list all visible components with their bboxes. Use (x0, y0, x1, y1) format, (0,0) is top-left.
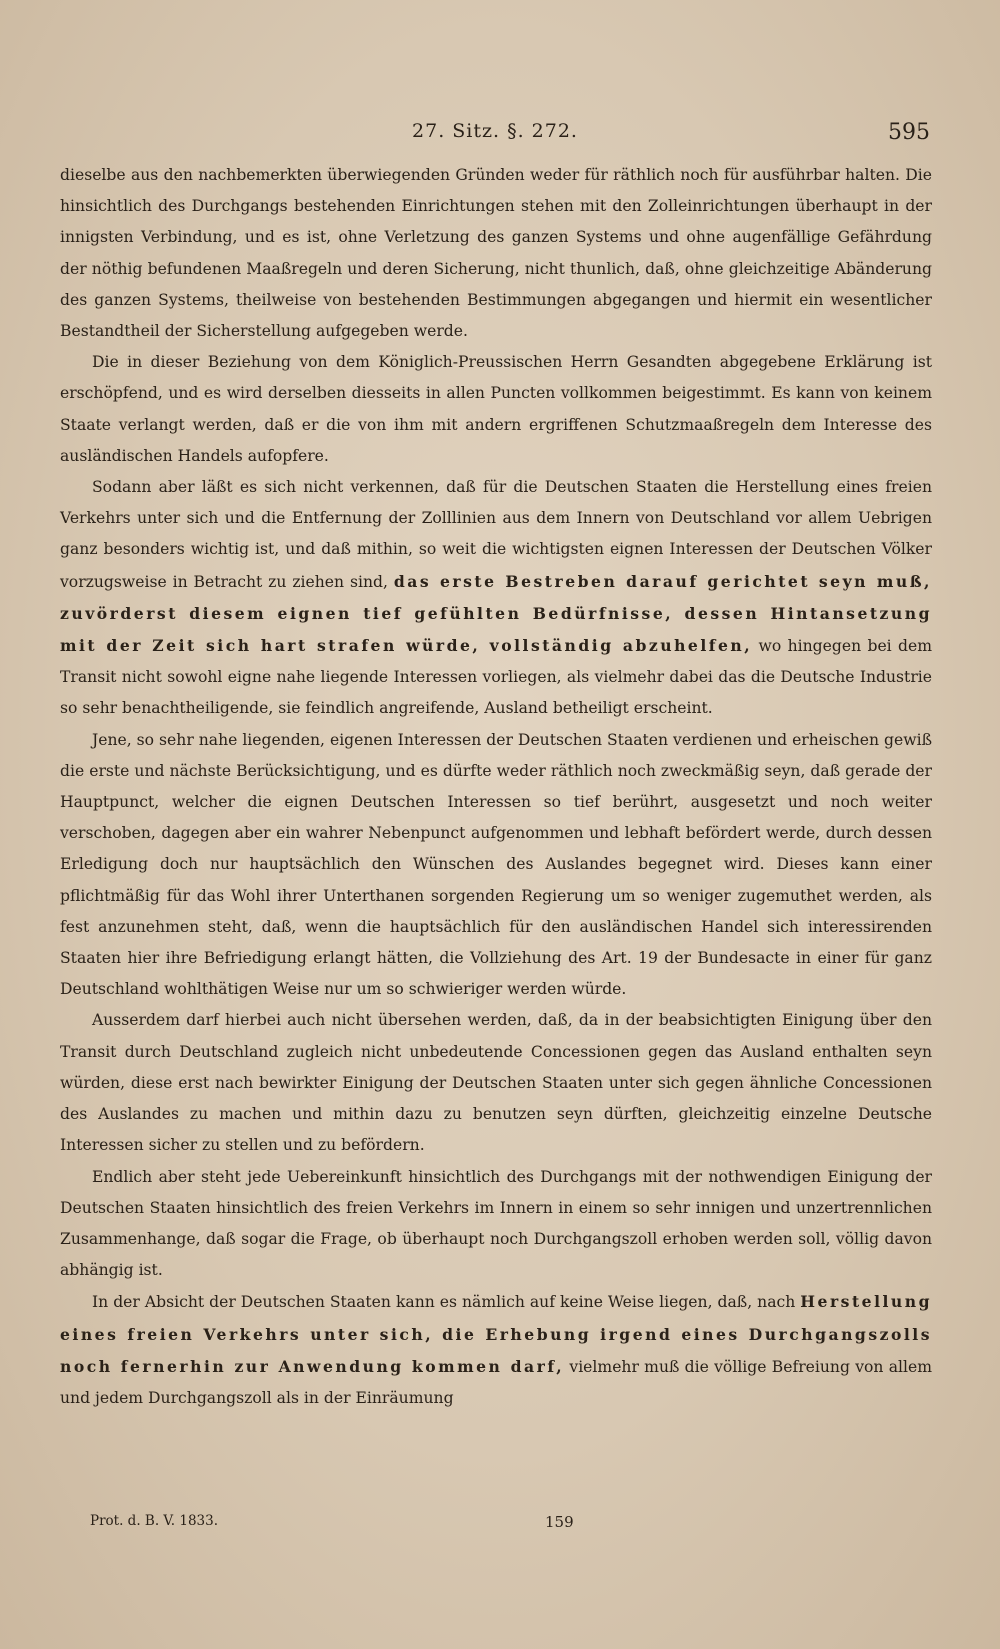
page-header (60, 120, 930, 150)
page-footer (90, 1513, 930, 1537)
running-title: 27. Sitz. §. 272. (412, 120, 578, 142)
paragraph-3-text-before: Sodann aber läßt es sich nicht verkennen, daß für die Deutschen Staaten die Herstellung eines freien Verkehrs unter sich und die Entfernung der Zolllinien aus dem Innern von Deutschland vor allem Uebrigen ganz besonders wichtig ist, und daß mithin, so weit die wichtigsten eignen Interessen der Deutschen Völker vorzugsweise in Betracht zu ziehen sind, (60, 478, 932, 591)
paragraph-3-emphasis: das erste Bestreben darauf gerichtet seyn muß, zuvörderst diesem eignen tief gefühlten Bedürfnisse, dessen Hintansetzung mit der Zeit sich hart strafen würde, vollständig abzuhelfen, (60, 571, 932, 656)
paragraph-7-text-after: vielmehr muß die völlige Befreiung von allem und jedem Durchgangszoll als in der Einräumung (60, 1357, 932, 1407)
body-text (60, 160, 932, 1414)
paragraph-3 (60, 472, 932, 725)
paragraph-7-emphasis: Herstellung eines freien Verkehrs unter sich, die Erhebung irgend eines Durchgangszolls noch fernerhin zur Anwendung kommen darf, (60, 1292, 932, 1376)
paragraph-1: dieselbe aus den nachbemerkten überwiegenden Gründen weder für räthlich noch für ausführbar halten. Die hinsichtlich des Durchgangs bestehenden Einrichtungen stehen mit den Zolleinrichtungen überhaupt in der innigsten Verbindung, und es ist, ohne Verletzung des ganzen Systems und ohne augenfällige Gefährdung der nöthig befundenen Maaßregeln und deren Sicherung, nicht thunlich, daß, ohne gleichzeitige Abänderung des ganzen Systems, theilweise von bestehenden Bestimmungen abgegangen und hiermit ein wesentlicher Bestandtheil der Sicherstellung aufgegeben werde. (60, 166, 932, 341)
paragraph-7 (60, 1286, 932, 1414)
paragraph-5: Ausserdem darf hierbei auch nicht übersehen werden, daß, da in der beabsichtigten Einigung über den Transit durch Deutschland zugleich nicht unbedeutende Concessionen gegen das Ausland enthalten seyn würden, diese erst nach bewirkter Einigung der Deutschen Staaten unter sich gegen ähnliche Concessionen des Auslandes zu machen und mithin dazu zu benutzen seyn dürften, gleichzeitig einzelne Deutsche Interessen sicher zu stellen und zu befördern. (60, 1011, 932, 1155)
signature-mark: 159 (545, 1513, 574, 1531)
paragraph-2: Die in dieser Beziehung von dem Königlich-Preussischen Herrn Gesandten abgegebene Erklärung ist erschöpfend, und es wird derselben diesseits in allen Puncten vollkommen beigestimmt. Es kann von keinem Staate verlangt werden, daß er die von ihm mit andern ergriffenen Schutzmaaßregeln dem Interesse des ausländischen Handels aufopfere. (60, 353, 932, 465)
paragraph-3-text-after: wo hingegen bei dem Transit nicht sowohl eigne nahe liegende Interessen vorliegen, als vielmehr dabei das die Deutsche Industrie so sehr benachtheiligende, sie feindlich angreifende, Ausland betheiligt erscheint. (60, 637, 932, 718)
paragraph-7-text-before: In der Absicht der Deutschen Staaten kann es nämlich auf keine Weise liegen, daß, nach (92, 1293, 796, 1312)
page-number: 595 (888, 120, 930, 145)
paragraph-6: Endlich aber steht jede Uebereinkunft hinsichtlich des Durchgangs mit der nothwendigen Einigung der Deutschen Staaten hinsichtlich des freien Verkehrs im Innern in einem so sehr innigen und unzertrennlichen Zusammenhange, daß sogar die Frage, ob überhaupt noch Durchgangszoll erhoben werden soll, völlig davon abhängig ist. (60, 1167, 932, 1280)
paragraph-4: Jene, so sehr nahe liegenden, eigenen Interessen der Deutschen Staaten verdienen und erheischen gewiß die erste und nächste Berücksichtigung, und es dürfte weder räthlich noch zweckmäßig seyn, daß gerade der Hauptpunct, welcher die eignen Deutschen Interessen so tief berührt, ausgesetzt und noch weiter verschoben, dagegen aber ein wahrer Nebenpunct aufgenommen und lebhaft befördert werde, durch dessen Erledigung doch nur hauptsächlich den Wünschen des Auslandes begegnet wird. Dieses kann einer pflichtmäßig für das Wohl ihrer Unterthanen sorgenden Regierung um so weniger zugemuthet werden, als fest anzunehmen steht, daß, wenn die hauptsächlich für den ausländischen Handel sich interessirenden Staaten hier ihre Befriedigung erlangt hätten, die Vollziehung des Art. 19 der Bundesacte in einer für ganz Deutschland wohlthätigen Weise nur um so schwieriger werden würde. (60, 730, 932, 999)
source-reference: Prot. d. B. V. 1833. (90, 1513, 219, 1529)
